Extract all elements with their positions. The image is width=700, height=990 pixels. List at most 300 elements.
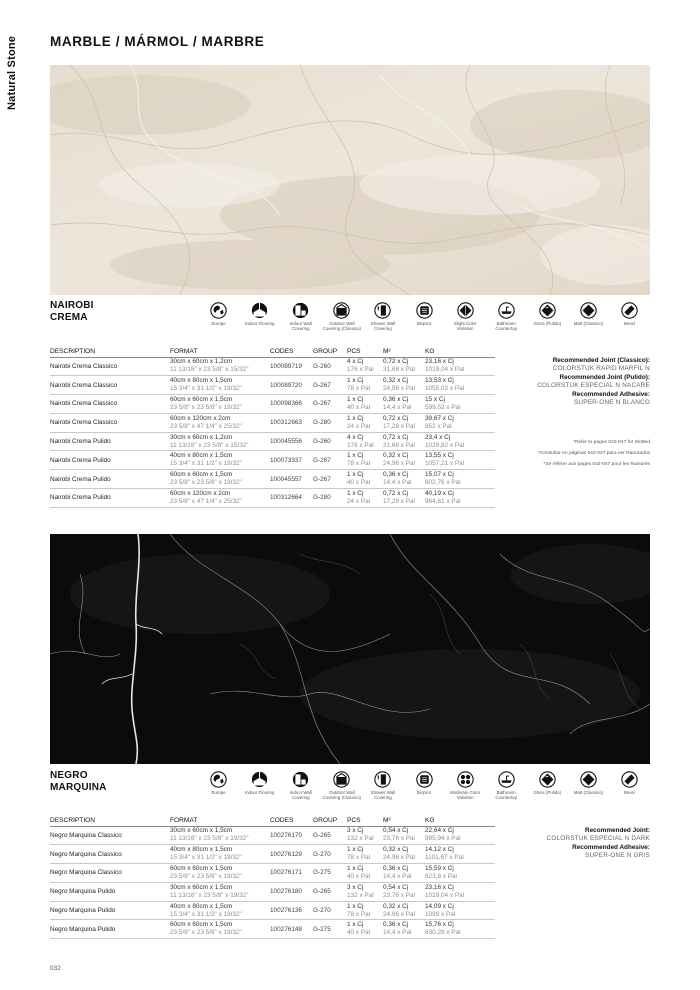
cell-m2-line1: 0,36 x Cj: [383, 864, 409, 872]
table-row: [50, 920, 495, 939]
cell-m2-line1: 0,54 x Cj: [383, 827, 409, 835]
cell-pcs: [347, 470, 383, 489]
cell-pcs-line2: 176 x Pal: [347, 366, 374, 374]
cell-format: [170, 432, 270, 451]
indoor-flooring-icon: [251, 302, 268, 319]
feature-outdoor-wall-covering: [321, 302, 362, 346]
cell-pcs-line2: 24 x Pal: [347, 422, 371, 430]
cell-code: 100045557: [270, 470, 313, 489]
cell-m2-line2: 23,76 x Pal: [383, 835, 415, 843]
recommendation-heading: Recommended Joint (Pulido):: [559, 373, 650, 381]
feature-caption: Bioprot: [417, 321, 431, 326]
feature-caption: Matt (Classico): [573, 790, 604, 795]
cell-group: G-267: [313, 451, 347, 470]
cell-group: G-267: [313, 470, 347, 489]
indoor-wall-covering-icon: [292, 771, 309, 788]
cell-pcs-line1: 1 x Cj: [347, 377, 364, 385]
col-pcs: PCS: [347, 817, 383, 826]
cell-format: [170, 864, 270, 883]
recommendation-value: SUPER-ONE N BLANCO: [573, 399, 650, 407]
table-row: [50, 413, 495, 432]
cell-code: 100312663: [270, 413, 313, 432]
cell-code: 100098366: [270, 395, 313, 414]
crema-feature-icons: [198, 302, 650, 346]
cell-group: G-260: [313, 357, 347, 376]
cell-format-line1: 30cm x 60cm x 1,2cm: [170, 433, 233, 441]
col-format: FORMAT: [170, 348, 270, 357]
cell-format-line1: 60cm x 60cm x 1,5cm: [170, 864, 233, 872]
cell-format: [170, 882, 270, 901]
cell-kg-line1: 14,12 x Cj: [425, 846, 454, 854]
gloss-icon: [539, 302, 556, 319]
table-row: [50, 489, 495, 508]
cell-pcs: [347, 826, 383, 845]
cell-description: Negro Marquina Pulido: [50, 901, 170, 920]
cell-kg: [425, 357, 495, 376]
feature-caption: Bathroom Countertop: [495, 321, 518, 331]
cell-kg: [425, 882, 495, 901]
cell-description: Nairobi Crema Classico: [50, 413, 170, 432]
cell-m2-line2: 14,4 x Pal: [383, 403, 412, 411]
cell-group: G-270: [313, 845, 347, 864]
cell-pcs: [347, 920, 383, 939]
cell-pcs: [347, 882, 383, 901]
cell-pcs-line1: 1 x Cj: [347, 414, 364, 422]
cell-pcs-line1: 1 x Cj: [347, 902, 364, 910]
feature-outdoor-wall-covering: [321, 771, 362, 815]
cell-code: 100276129: [270, 845, 313, 864]
cell-pcs: [347, 376, 383, 395]
feature-matt: [568, 302, 609, 346]
cell-m2-line2: 14,4 x Pal: [383, 929, 412, 937]
cell-pcs-line1: 1 x Cj: [347, 921, 364, 929]
section-label: Natural Stone: [6, 35, 18, 110]
cell-format-line1: 60cm x 60cm x 1,5cm: [170, 395, 233, 403]
cell-format-line2: 15 3/4" x 31 1/2" x 19/32": [170, 460, 242, 468]
note-line: *Se référer aux pages 042-047 pour les Rainurés: [543, 462, 650, 467]
cell-m2: [383, 826, 425, 845]
feature-indoor-wall-covering: [280, 771, 321, 815]
cell-format: [170, 451, 270, 470]
cell-m2-line1: 0,36 x Cj: [383, 921, 409, 929]
table-row: [50, 901, 495, 920]
feature-bevel: [609, 771, 650, 815]
cell-format: [170, 470, 270, 489]
cell-pcs-line1: 1 x Cj: [347, 452, 364, 460]
cell-pcs: [347, 395, 383, 414]
cell-format-line2: 23 5/8" x 47 1/4" x 25/32": [170, 422, 242, 430]
cell-m2: [383, 470, 425, 489]
cell-m2-line1: 0,36 x Cj: [383, 471, 409, 479]
cell-pcs: [347, 357, 383, 376]
cell-format-line2: 11 13/16" x 23 5/8" x 19/32": [170, 891, 249, 899]
cell-group: G-275: [313, 864, 347, 883]
shower-wall-covering-icon: [374, 302, 391, 319]
cell-group: G-267: [313, 395, 347, 414]
product-name-line1: NAIROBI: [50, 300, 94, 311]
page-number: 032: [50, 965, 61, 972]
feature-caption: Shower Wall Covering: [370, 321, 396, 331]
cell-pcs-line1: 4 x Cj: [347, 433, 364, 441]
cell-kg-line2: 630,28 x Pal: [425, 929, 461, 937]
indoor-flooring-icon: [251, 771, 268, 788]
cell-m2: [383, 451, 425, 470]
crema-recommendations: [490, 357, 650, 407]
col-group: GROUP: [313, 817, 347, 826]
cell-kg: [425, 864, 495, 883]
cell-kg-line2: 964,61 x Pal: [425, 497, 461, 505]
feature-caption: Indoor Flooring: [244, 790, 275, 795]
product-name-line1: NEGRO: [50, 770, 88, 781]
col-pcs: PCS: [347, 348, 383, 357]
feature-globe-europe: [198, 771, 239, 815]
cell-pcs: [347, 489, 383, 508]
cell-code: 100276136: [270, 901, 313, 920]
globe-europe-icon: [210, 771, 227, 788]
cell-kg-line1: 23,4 x Cj: [425, 433, 451, 441]
feature-slight-color-variation: [445, 302, 486, 346]
cell-kg-line2: 602,76 x Pal: [425, 479, 461, 487]
cell-m2: [383, 901, 425, 920]
cell-format: [170, 395, 270, 414]
recommendation-value: SUPER-ONE N GRIS: [585, 852, 650, 860]
cell-m2: [383, 413, 425, 432]
cell-kg-line2: 1055,03 x Pal: [425, 385, 465, 393]
feature-gloss: [527, 771, 568, 815]
feature-caption: Bevel: [623, 790, 635, 795]
col-codes: CODES: [270, 348, 313, 357]
cell-m2-line2: 14,4 x Pal: [383, 479, 412, 487]
table-row: [50, 826, 495, 845]
outdoor-wall-covering-icon: [333, 302, 350, 319]
negro-feature-icons: [198, 771, 650, 815]
bathroom-countertop-icon: [498, 302, 515, 319]
cell-kg: [425, 826, 495, 845]
col-group: GROUP: [313, 348, 347, 357]
table-header-row: [50, 348, 495, 357]
col-kg: KG: [425, 348, 495, 357]
cell-group: G-265: [313, 882, 347, 901]
product-name-line2: CREMA: [50, 312, 88, 323]
cell-format: [170, 920, 270, 939]
cell-format: [170, 413, 270, 432]
feature-caption: Indoor Flooring: [244, 321, 275, 326]
table-row: [50, 882, 495, 901]
feature-bioprot: [403, 771, 444, 815]
feature-indoor-wall-covering: [280, 302, 321, 346]
recommendation-heading: Recommended Joint:: [585, 827, 650, 834]
feature-bioprot: [403, 302, 444, 346]
cell-kg-line2: 1057,21 x Pal: [425, 460, 465, 468]
feature-bathroom-countertop: [486, 302, 527, 346]
cell-code: 100276148: [270, 920, 313, 939]
cell-group: G-265: [313, 826, 347, 845]
negro-marquina-spec-table: [50, 817, 495, 939]
cell-format-line2: 11 13/16" x 23 5/8" x 19/32": [170, 835, 249, 843]
moderate-color-variation-icon: [457, 771, 474, 788]
cell-pcs-line2: 40 x Pal: [347, 872, 371, 880]
cell-kg-line2: 1019,04 x Pal: [425, 366, 465, 374]
cell-m2-line1: 0,54 x Cj: [383, 883, 409, 891]
cell-group: G-260: [313, 432, 347, 451]
cell-kg-line1: 15,76 x Cj: [425, 921, 454, 929]
cell-m2: [383, 845, 425, 864]
cell-kg-line1: 14,09 x Cj: [425, 902, 454, 910]
cell-kg-line2: 995,94 x Pal: [425, 835, 461, 843]
cell-format: [170, 376, 270, 395]
nairobi-crema-texture-image: [50, 65, 650, 295]
cell-group: G-280: [313, 489, 347, 508]
cell-format-line1: 40cm x 80cm x 1,5cm: [170, 452, 233, 460]
nairobi-crema-spec-table: [50, 348, 495, 508]
cell-format-line2: 11 13/16" x 23 5/8" x 15/32": [170, 366, 249, 374]
cell-kg-line2: 1101,67 x Pal: [425, 854, 464, 862]
cell-format-line1: 60cm x 60cm x 1,5cm: [170, 471, 233, 479]
cell-m2-line1: 0,32 x Cj: [383, 846, 409, 854]
cell-pcs-line2: 40 x Pal: [347, 929, 371, 937]
cell-kg-line2: 599,52 x Pal: [425, 403, 461, 411]
feature-globe-europe: [198, 302, 239, 346]
cell-kg-line2: 1019,04 x Pal: [425, 891, 465, 899]
negro-marquina-texture-image: [50, 534, 650, 764]
cell-pcs-line2: 78 x Pal: [347, 854, 371, 862]
col-kg: KG: [425, 817, 495, 826]
slotted-notes: [480, 437, 650, 470]
feature-caption: Outdoor Wall Covering (Classico): [322, 790, 361, 800]
cell-m2-line1: 0,72 x Cj: [383, 414, 409, 422]
feature-caption: Slight Color Variation: [453, 321, 477, 331]
cell-format-line1: 60cm x 120cm x 2cm: [170, 489, 231, 497]
cell-kg-line1: 13,53 x Cj: [425, 377, 454, 385]
col-m2: M²: [383, 348, 425, 357]
feature-bathroom-countertop: [486, 771, 527, 815]
cell-m2-line2: 23,76 x Pal: [383, 891, 415, 899]
recommendation-value: COLORSTUK ESPECIAL N NACARE: [537, 382, 650, 390]
cell-format: [170, 845, 270, 864]
table-row: [50, 357, 495, 376]
cell-description: Nairobi Crema Pulido: [50, 470, 170, 489]
cell-code: 100276170: [270, 826, 313, 845]
recommendation-heading: Recommended Adhesive:: [572, 843, 650, 851]
recommendation-value: COLORSTUK ESPECIAL N DARK: [546, 835, 650, 843]
note-line: *Refer to pages 042-047 for Slotted: [573, 440, 650, 445]
cell-kg-line1: 22,64 x Cj: [425, 827, 454, 835]
cell-pcs-line2: 176 x Pal: [347, 441, 374, 449]
cell-code: 100312664: [270, 489, 313, 508]
cell-m2: [383, 864, 425, 883]
cell-code: 100276171: [270, 864, 313, 883]
cell-group: G-270: [313, 901, 347, 920]
cell-pcs-line1: 1 x Cj: [347, 864, 364, 872]
cell-kg-line1: 39,67 x Cj: [425, 414, 454, 422]
table-row: [50, 470, 495, 489]
cell-format-line2: 15 3/4" x 31 1/2" x 19/32": [170, 910, 242, 918]
col-description: DESCRIPTION: [50, 817, 170, 826]
cell-m2-line2: 14,4 x Pal: [383, 872, 412, 880]
col-format: FORMAT: [170, 817, 270, 826]
cell-description: Nairobi Crema Classico: [50, 395, 170, 414]
cell-format-line1: 60cm x 120cm x 2cm: [170, 414, 231, 422]
cell-format-line2: 11 13/16" x 23 5/8" x 15/32": [170, 441, 249, 449]
globe-europe-icon: [210, 302, 227, 319]
cell-description: Nairobi Crema Classico: [50, 376, 170, 395]
cell-group: G-267: [313, 376, 347, 395]
cell-description: Negro Marquina Classico: [50, 845, 170, 864]
cell-kg: [425, 920, 495, 939]
cell-kg-line2: 1029,82 x Pal: [425, 441, 465, 449]
recommendation-value: COLORSTUK RAPID MARFIL N: [552, 365, 650, 373]
feature-gloss: [527, 302, 568, 346]
cell-m2-line2: 17,28 x Pal: [383, 422, 415, 430]
cell-format-line2: 23 5/8" x 47 1/4" x 25/32": [170, 497, 242, 505]
cell-pcs: [347, 901, 383, 920]
cell-pcs-line2: 132 x Pal: [347, 891, 374, 899]
feature-caption: Shower Wall Covering: [370, 790, 396, 800]
cell-format-line1: 30cm x 60cm x 1,5cm: [170, 827, 233, 835]
table-row: [50, 451, 495, 470]
cell-format: [170, 826, 270, 845]
cell-pcs: [347, 413, 383, 432]
cell-format: [170, 901, 270, 920]
cell-kg-line1: 23,16 x Cj: [425, 358, 454, 366]
feature-caption: Outdoor Wall Covering (Classico): [322, 321, 361, 331]
feature-indoor-flooring: [239, 302, 280, 346]
cell-m2-line1: 0,72 x Cj: [383, 358, 409, 366]
product-name-line2: MARQUINA: [50, 782, 107, 793]
table-row: [50, 432, 495, 451]
cell-pcs-line2: 78 x Pal: [347, 385, 371, 393]
cell-code: 100276180: [270, 882, 313, 901]
cell-format-line1: 40cm x 80cm x 1,5cm: [170, 902, 233, 910]
gloss-icon: [539, 771, 556, 788]
feature-bevel: [609, 302, 650, 346]
feature-caption: Europe: [211, 790, 226, 795]
cell-kg: [425, 376, 495, 395]
col-description: DESCRIPTION: [50, 348, 170, 357]
cell-format-line1: 40cm x 80cm x 1,5cm: [170, 377, 233, 385]
cell-kg-line1: 13,55 x Cj: [425, 452, 454, 460]
cell-code: 100045556: [270, 432, 313, 451]
cell-m2: [383, 489, 425, 508]
cell-description: Negro Marquina Classico: [50, 826, 170, 845]
cell-pcs-line1: 3 x Cj: [347, 827, 364, 835]
feature-caption: Bioprot: [417, 790, 431, 795]
cell-description: Nairobi Crema Pulido: [50, 451, 170, 470]
feature-caption: Bathroom Countertop: [495, 790, 518, 800]
cell-pcs: [347, 432, 383, 451]
cell-pcs-line1: 3 x Cj: [347, 883, 364, 891]
table-row: [50, 845, 495, 864]
cell-m2-line1: 0,36 x Cj: [383, 395, 409, 403]
cell-pcs-line1: 1 x Cj: [347, 395, 364, 403]
col-codes: CODES: [270, 817, 313, 826]
cell-m2: [383, 357, 425, 376]
feature-caption: Matt (Classico): [573, 321, 604, 326]
cell-m2-line2: 17,28 x Pal: [383, 497, 415, 505]
feature-caption: Gloss (Pulido): [533, 321, 562, 326]
cell-format-line2: 23 5/8" x 23 5/8" x 19/32": [170, 479, 242, 487]
cell-description: Negro Marquina Classico: [50, 864, 170, 883]
cell-format-line2: 15 3/4" x 31 1/2" x 19/32": [170, 854, 242, 862]
cell-code: 100073337: [270, 451, 313, 470]
cell-m2-line2: 31,68 x Pal: [383, 441, 415, 449]
cell-pcs: [347, 451, 383, 470]
cell-pcs-line2: 40 x Pal: [347, 479, 371, 487]
recommendation-heading: Recommended Joint (Classico):: [552, 357, 650, 364]
cell-kg-line2: 952 x Pal: [425, 422, 452, 430]
matt-icon: [580, 302, 597, 319]
cell-m2-line2: 24,96 x Pal: [383, 385, 415, 393]
cell-pcs-line1: 1 x Cj: [347, 846, 364, 854]
outdoor-wall-covering-icon: [333, 771, 350, 788]
table-row: [50, 864, 495, 883]
cell-pcs: [347, 845, 383, 864]
cell-format-line1: 30cm x 60cm x 1,2cm: [170, 358, 233, 366]
slight-color-variation-icon: [457, 302, 474, 319]
table-header-row: [50, 817, 495, 826]
cell-kg: [425, 901, 495, 920]
cell-kg: [425, 845, 495, 864]
table-row: [50, 395, 495, 414]
bioprot-icon: [416, 771, 433, 788]
cell-pcs-line2: 40 x Pal: [347, 403, 371, 411]
bevel-icon: [621, 771, 638, 788]
cell-m2: [383, 432, 425, 451]
cell-group: G-280: [313, 413, 347, 432]
cell-m2-line1: 0,32 x Cj: [383, 902, 409, 910]
cell-m2: [383, 395, 425, 414]
cell-pcs-line1: 4 x Cj: [347, 358, 364, 366]
cell-kg: [425, 489, 495, 508]
cell-pcs-line1: 1 x Cj: [347, 471, 364, 479]
cell-format-line1: 60cm x 60cm x 1,5cm: [170, 921, 233, 929]
feature-caption: Europe: [211, 321, 226, 326]
cell-format-line1: 30cm x 60cm x 1,5cm: [170, 883, 233, 891]
cell-code: 100089719: [270, 357, 313, 376]
note-line: *Consultar en páginas 042-047 para ver Ranurados: [537, 451, 650, 456]
cell-kg-line1: 40,19 x Cj: [425, 489, 454, 497]
bathroom-countertop-icon: [498, 771, 515, 788]
cell-format-line1: 40cm x 80cm x 1,5cm: [170, 846, 233, 854]
cell-format-line2: 15 3/4" x 31 1/2" x 19/32": [170, 385, 242, 393]
feature-caption: Gloss (Pulido): [533, 790, 562, 795]
matt-icon: [580, 771, 597, 788]
feature-caption: Indoor Wall Covering: [289, 790, 312, 800]
cell-m2-line1: 0,72 x Cj: [383, 489, 409, 497]
table-row: [50, 376, 495, 395]
bevel-icon: [621, 302, 638, 319]
feature-indoor-flooring: [239, 771, 280, 815]
indoor-wall-covering-icon: [292, 302, 309, 319]
cell-format: [170, 489, 270, 508]
cell-kg-line2: 623,8 x Pal: [425, 872, 457, 880]
cell-pcs-line2: 24 x Pal: [347, 497, 371, 505]
cell-m2-line2: 24,96 x Pal: [383, 854, 415, 862]
cell-description: Negro Marquina Pulido: [50, 920, 170, 939]
negro-recommendations: [490, 827, 650, 861]
cell-description: Nairobi Crema Pulido: [50, 432, 170, 451]
cell-kg-line2: 1099 x Pal: [425, 910, 456, 918]
cell-format-line2: 23 5/8" x 23 5/8" x 19/32": [170, 929, 242, 937]
feature-shower-wall-covering: [362, 302, 403, 346]
cell-description: Negro Marquina Pulido: [50, 882, 170, 901]
product-name-negro-marquina: [50, 770, 107, 794]
cell-m2: [383, 920, 425, 939]
shower-wall-covering-icon: [374, 771, 391, 788]
cell-kg-line1: 15,07 x Cj: [425, 471, 454, 479]
cell-m2: [383, 882, 425, 901]
feature-caption: Indoor Wall Covering: [289, 321, 312, 331]
